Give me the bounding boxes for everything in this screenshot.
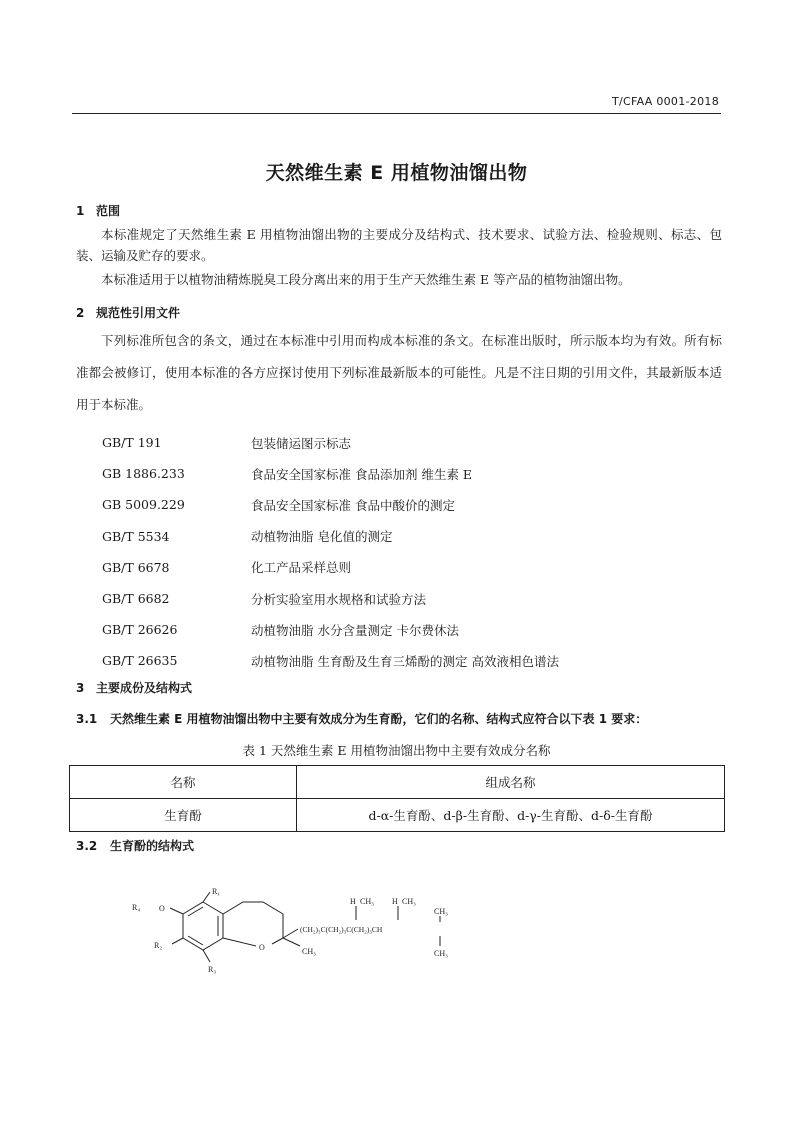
- r2-label: R₂: [154, 941, 163, 950]
- tocopherol-structure-diagram: [128, 884, 468, 990]
- terminal-methyl-bottom: CH₃: [434, 949, 448, 958]
- r1-label: R₁: [212, 887, 221, 896]
- reference-code: GB/T 26626: [102, 622, 178, 638]
- table-header-row: [70, 766, 725, 799]
- reference-item: [102, 427, 722, 458]
- reference-title: 动植物油脂 皂化值的测定: [251, 529, 393, 545]
- reference-list: [102, 427, 722, 677]
- reference-title: 食品安全国家标准 食品中酸价的测定: [251, 497, 455, 513]
- h2-label: H: [392, 897, 398, 906]
- reference-item: [102, 614, 722, 645]
- section-1-title: 范围: [96, 204, 121, 218]
- reference-title: 动植物油脂 生育酚及生育三烯酚的测定 高效液相色谱法: [251, 653, 559, 669]
- ether-o-label: O: [159, 904, 165, 913]
- h1-label: H: [350, 897, 356, 906]
- table-row: [70, 799, 725, 832]
- reference-item: [102, 645, 722, 676]
- section-1-para-1: 本标准规定了天然维生素 E 用植物油馏出物的主要成分及结构式、技术要求、试验方法、检验规则、标志、包装、运输及贮存的要求。: [76, 227, 722, 263]
- reference-item: [102, 489, 722, 520]
- standard-code: T/CFAA 0001-2018: [611, 95, 719, 108]
- r3-label: R₃: [208, 965, 217, 974]
- subsection-3-2: [76, 837, 194, 854]
- pyran-ring: [223, 902, 283, 938]
- section-1-heading: [76, 202, 120, 219]
- side-chain-label: (CH₂)₃C(CH₂)₃C(CH₂)₃CH: [300, 925, 383, 934]
- reference-code: GB 5009.229: [102, 497, 185, 513]
- subsection-3-1-number: 3.1: [76, 712, 98, 726]
- reference-item: [102, 521, 722, 552]
- reference-code: GB 1886.233: [102, 466, 185, 482]
- reference-title: 动植物油脂 水分含量测定 卡尔费休法: [251, 622, 459, 638]
- table-cell-composition: d-α-生育酚、d-β-生育酚、d-γ-生育酚、d-δ-生育酚: [297, 799, 725, 832]
- table-header-name: 名称: [70, 766, 297, 799]
- header-rule: [72, 113, 721, 114]
- section-2-number: 2: [76, 306, 85, 320]
- subsection-3-1-text: 天然维生素 E 用植物油馏出物中主要有效成分为生育酚，它们的名称、结构式应符合以下表 1 要求：: [110, 712, 648, 726]
- section-1-para-2: 本标准适用于以植物油精炼脱臭工段分离出来的用于生产天然维生素 E 等产品的植物油馏出物。: [101, 272, 631, 287]
- section-3-heading: [76, 679, 192, 696]
- section-3-title: 主要成份及结构式: [96, 681, 193, 695]
- table-caption: 表 1 天然维生素 E 用植物油馏出物中主要有效成分名称: [242, 743, 551, 758]
- section-3-number: 3: [76, 681, 85, 695]
- reference-title: 化工产品采样总则: [251, 560, 352, 576]
- reference-item: [102, 552, 722, 583]
- reference-item: [102, 458, 722, 489]
- table-header-composition: 组成名称: [297, 766, 725, 799]
- components-table: [69, 765, 725, 832]
- branch-methyl-1: CH₃: [360, 897, 374, 906]
- terminal-methyl-top: CH₃: [434, 907, 448, 916]
- reference-code: GB/T 6678: [102, 559, 170, 575]
- section-2-title: 规范性引用文件: [96, 306, 181, 320]
- reference-item: [102, 583, 722, 614]
- reference-code: GB/T 5534: [102, 528, 170, 544]
- section-1-number: 1: [76, 204, 85, 218]
- reference-title: 食品安全国家标准 食品添加剂 维生素 E: [251, 466, 473, 482]
- methyl-label: CH₃: [302, 947, 316, 956]
- table-cell-name: 生育酚: [70, 799, 297, 832]
- reference-title: 包装储运图示标志: [251, 435, 352, 451]
- subsection-3-2-heading: 生育酚的结构式: [110, 839, 195, 853]
- ring-o-label: O: [259, 943, 265, 952]
- subsection-3-2-number: 3.2: [76, 839, 98, 853]
- subsection-3-1: [76, 710, 647, 727]
- reference-code: GB/T 26635: [102, 653, 178, 669]
- document-title: 天然维生素 E 用植物油馏出物: [265, 162, 528, 184]
- section-2-para: 下列标准所包含的条文，通过在本标准中引用而构成本标准的条文。在标准出版时，所示版本均为有效。所有标准都会被修订，使用本标准的各方应探讨使用下列标准最新版本的可能性。凡是不注日期的引用文件，其最新版本适用于本标准。: [76, 333, 722, 412]
- reference-code: GB/T 6682: [102, 591, 170, 607]
- reference-title: 分析实验室用水规格和试验方法: [251, 591, 427, 607]
- section-2-heading: [76, 304, 180, 321]
- r4-label: R₄: [132, 903, 141, 912]
- branch-methyl-2: CH₃: [402, 897, 416, 906]
- aromatic-ring: [183, 902, 223, 950]
- reference-code: GB/T 191: [102, 435, 162, 451]
